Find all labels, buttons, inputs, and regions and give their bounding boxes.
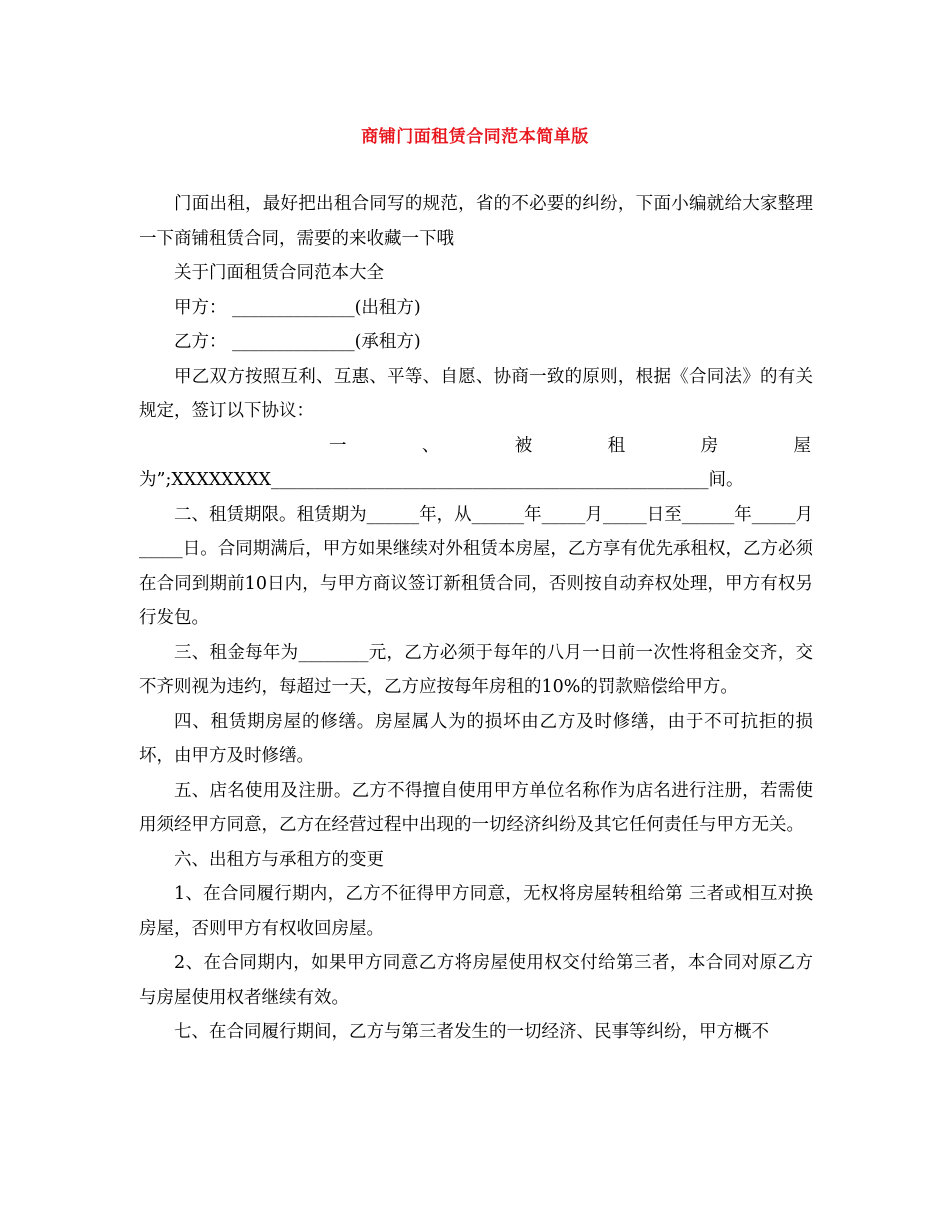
party-a-role: (出租方): [354, 297, 421, 318]
clause-1-char: 屋: [793, 435, 811, 456]
clause-1-char: 一: [329, 435, 347, 456]
party-b-line: [139, 325, 813, 360]
clause-1-second-line: [139, 463, 813, 498]
clause-6-heading: 六、出租方与承租方的变更: [174, 849, 384, 870]
clause-1-suffix: 间。: [708, 470, 744, 490]
clause-1-char: 、: [421, 435, 440, 456]
clause-7-paragraph: 七、在合同履行期间，乙方与第三者发生的一切经济、民事等纠纷，甲方概不: [174, 1022, 769, 1042]
clause-6-1-paragraph: 1、在合同履行期内，乙方不征得甲方同意，无权将房屋转租给第 三者或相互对换房屋，否则甲方有权收回房屋。: [139, 884, 813, 939]
clause-1-char: 房: [700, 435, 719, 456]
party-b-role: (承租方): [354, 332, 421, 352]
party-b-blank: ______________: [232, 332, 355, 352]
clause-4-paragraph: 四、租赁期房屋的修缮。房屋属人为的损坏由乙方及时修缮，由于不可抗拒的损坏，由甲方及时修缮。: [139, 711, 813, 766]
document-title: 商铺门面租赁合同范本简单版: [361, 127, 589, 147]
clause-1-char: 被: [514, 435, 533, 456]
clause-1-spread-line: [139, 429, 813, 464]
subtitle-paragraph: 关于门面租赁合同范本大全: [174, 263, 384, 283]
party-b-label: 乙方：: [174, 332, 227, 352]
clause-1-char: 租: [607, 435, 626, 456]
clause-3-paragraph: 三、租金每年为________元，乙方必须于每年的八月一日前一次性将租金交齐，交不齐则视为违约，每超过一天，乙方应按每年房租的10%的罚款赔偿给甲方。: [139, 642, 813, 697]
preamble-paragraph: 甲乙双方按照互利、互惠、平等、自愿、协商一致的原则，根据《合同法》的有关规定，签订以下协议：: [139, 366, 813, 421]
clause-6-2-paragraph: 2、在合同期内，如果甲方同意乙方将房屋使用权交付给第三者，本合同对原乙方与房屋使用权者继续有效。: [139, 953, 813, 1008]
party-a-blank: ______________: [232, 297, 355, 318]
clause-1-prefix: 为”;XXXXXXXX: [139, 470, 272, 490]
clause-2-paragraph: 二、租赁期限。租赁期为______年，从______年_____月_____日至______年_____月_____日。合同期满后，甲方如果继续对外租赁本房屋，乙方享有优先承租权，乙方必须在合同到期前10日内，与甲方商议签订新租赁合同，否则按自动弃权处理，甲方有权另行发包。: [139, 504, 813, 628]
intro-paragraph: 门面出租，最好把出租合同写的规范，省的不必要的纠纷，下面小编就给大家整理一下商铺租赁合同，需要的来收藏一下哦: [139, 194, 813, 249]
party-a-line: [139, 291, 813, 326]
clause-1-blank: __________________________________________________: [271, 470, 709, 490]
party-a-label: 甲方：: [174, 297, 227, 318]
document-body: [139, 187, 813, 1050]
clause-5-paragraph: 五、店名使用及注册。乙方不得擅自使用甲方单位名称作为店名进行注册，若需使用须经甲方同意，乙方在经营过程中出现的一切经济纠纷及其它任何责任与甲方无关。: [139, 780, 813, 835]
